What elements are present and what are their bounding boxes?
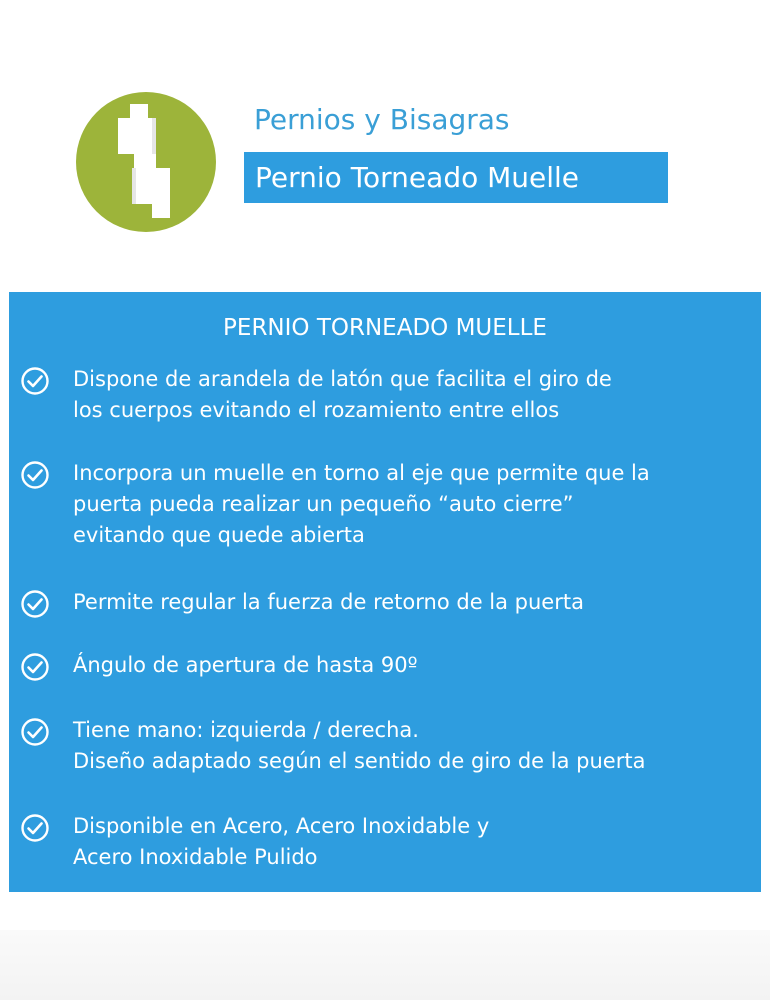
feature-text bbox=[73, 458, 650, 551]
feature-text bbox=[73, 364, 612, 426]
feature-text bbox=[73, 811, 489, 873]
feature-text bbox=[73, 650, 418, 681]
feature-line: Acero Inoxidable Pulido bbox=[73, 845, 318, 869]
check-circle-icon bbox=[20, 589, 50, 619]
check-circle-icon bbox=[20, 652, 50, 682]
feature-line: los cuerpos evitando el rozamiento entre ellos bbox=[73, 398, 560, 422]
panel-title: PERNIO TORNEADO MUELLE bbox=[223, 315, 547, 341]
feature-line: Diseño adaptado según el sentido de giro de la puerta bbox=[73, 749, 646, 773]
check-circle-icon bbox=[20, 717, 50, 747]
feature-line: puerta pueda realizar un pequeño “auto cierre” bbox=[73, 492, 574, 516]
feature-text bbox=[73, 587, 584, 618]
check-circle-icon bbox=[20, 813, 50, 843]
feature-line: Ángulo de apertura de hasta 90º bbox=[73, 653, 418, 677]
category-title: Pernios y Bisagras bbox=[254, 103, 510, 136]
product-name-banner: Pernio Torneado Muelle bbox=[244, 152, 668, 203]
features-panel bbox=[9, 292, 761, 892]
feature-line: Permite regular la fuerza de retorno de la puerta bbox=[73, 590, 584, 614]
feature-line: evitando que quede abierta bbox=[73, 523, 365, 547]
feature-line: Disponible en Acero, Acero Inoxidable y bbox=[73, 814, 490, 838]
feature-text bbox=[73, 715, 645, 777]
feature-line: Incorpora un muelle en torno al eje que permite que la bbox=[73, 461, 650, 485]
logo-badge bbox=[76, 92, 216, 232]
bottom-fade bbox=[0, 930, 770, 1000]
feature-line: Tiene mano: izquierda / derecha. bbox=[73, 718, 419, 742]
hinge-icon bbox=[76, 92, 216, 232]
check-circle-icon bbox=[20, 366, 50, 396]
check-circle-icon bbox=[20, 460, 50, 490]
feature-line: Dispone de arandela de latón que facilita el giro de bbox=[73, 367, 612, 391]
